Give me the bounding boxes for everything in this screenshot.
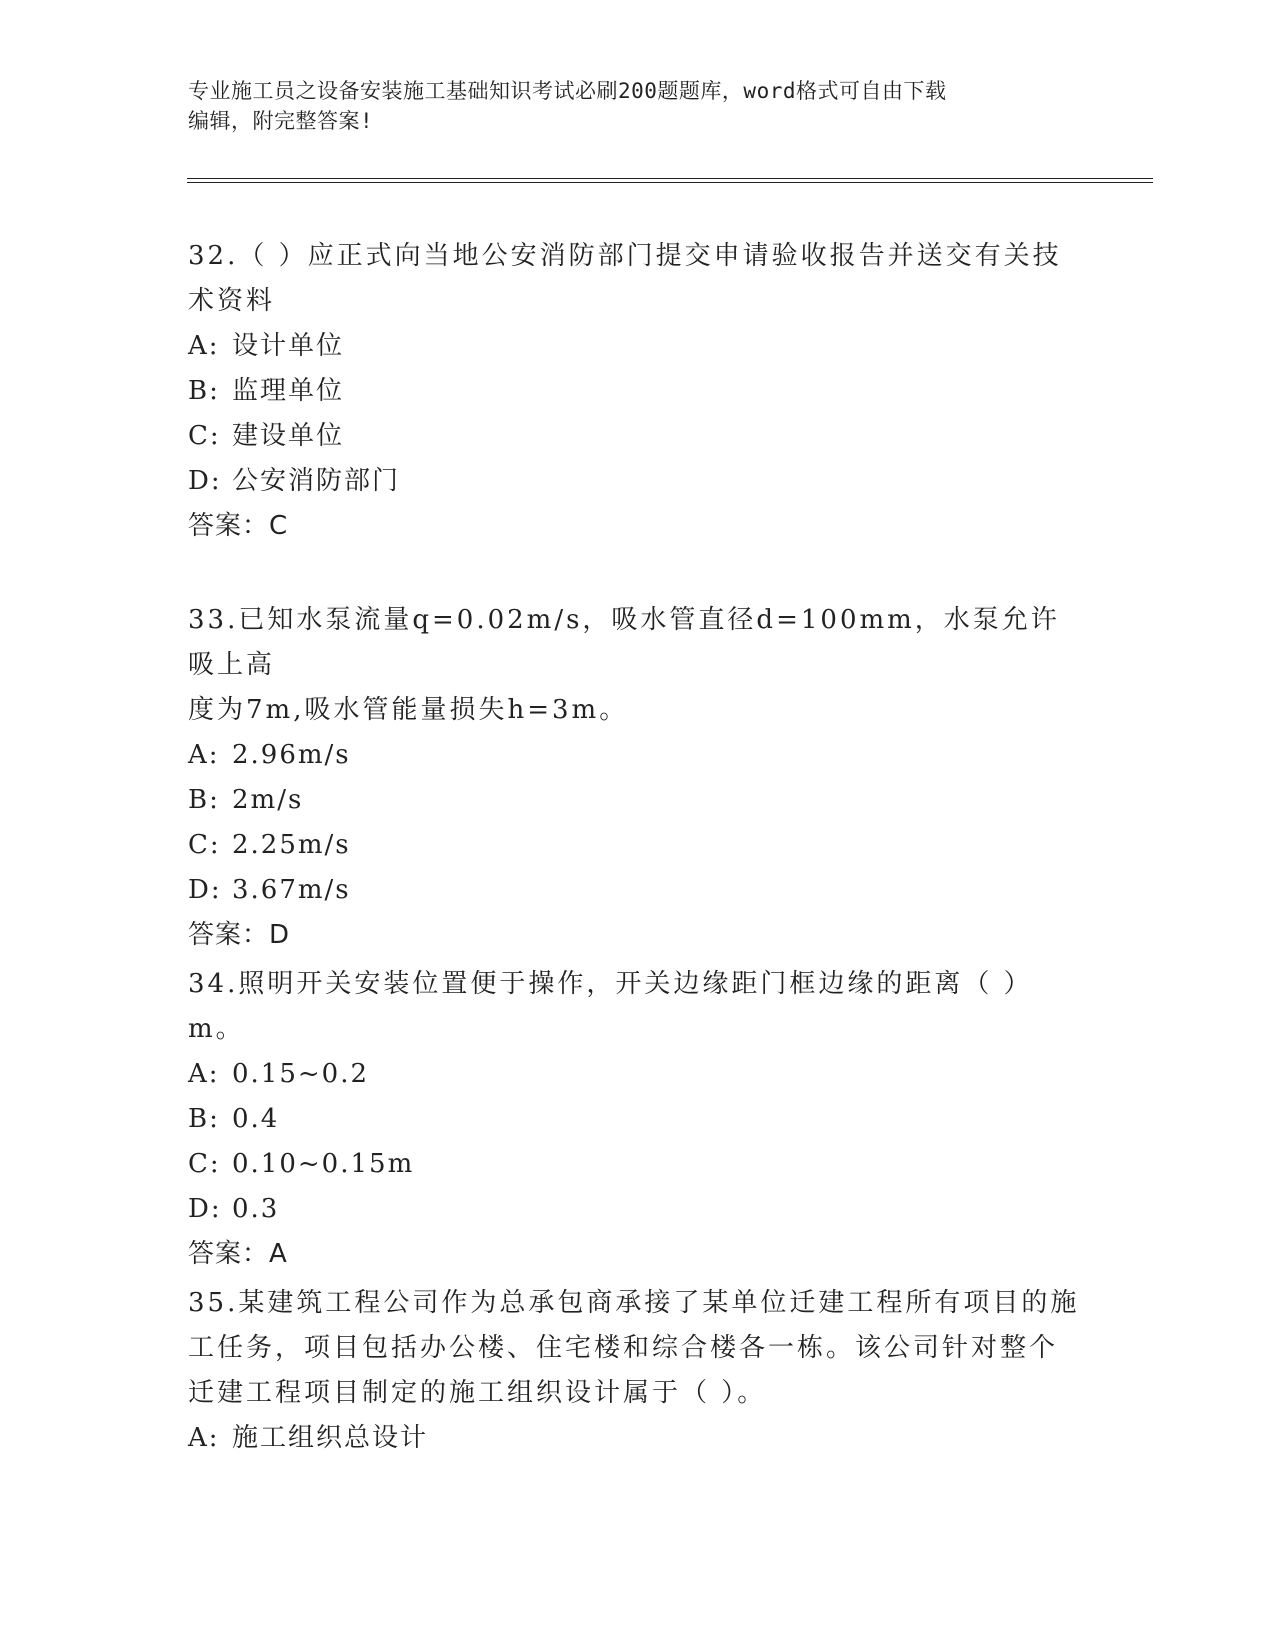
- option-label: D:: [188, 466, 222, 496]
- option-text: 建设单位: [232, 421, 345, 451]
- question-stem-line: 34.照明开关安装位置便于操作，开关边缘距门框边缘的距离（ ）m。: [188, 969, 1033, 1044]
- option-text: 3.67m/s: [232, 875, 351, 905]
- option-label: C:: [188, 421, 221, 451]
- option-a: [188, 324, 1088, 369]
- option-text: 监理单位: [232, 376, 345, 406]
- answer: 答案：A: [188, 1239, 288, 1269]
- option-text: 2.25m/s: [232, 830, 351, 860]
- option-a: [188, 1052, 1088, 1097]
- option-text: 2m/s: [232, 785, 304, 815]
- question-stem-line: 迁建工程项目制定的施工组织设计属于（ ）。: [188, 1378, 767, 1408]
- header-line-2: 编辑，附完整答案!: [188, 109, 374, 133]
- option-c: [188, 414, 1088, 459]
- option-text: 0.10~0.15m: [232, 1149, 415, 1179]
- option-d: [188, 459, 1088, 504]
- option-label: D:: [188, 1194, 222, 1224]
- question-stem-line: 35.某建筑工程公司作为总承包商承接了某单位迁建工程所有项目的施: [188, 1288, 1080, 1318]
- option-c: [188, 1142, 1088, 1187]
- option-text: 0.3: [232, 1194, 280, 1224]
- option-d: [188, 1187, 1088, 1232]
- header-line-1: 专业施工员之设备安装施工基础知识考试必刷200题题库，word格式可自由下载: [188, 79, 947, 103]
- option-label: B:: [188, 785, 220, 815]
- header-divider-bottom: [187, 182, 1153, 183]
- header-divider-top: [187, 178, 1153, 179]
- option-label: C:: [188, 830, 221, 860]
- option-a: [188, 733, 1088, 778]
- question-33: [188, 598, 1088, 958]
- option-label: A:: [188, 331, 220, 361]
- question-35: [188, 1281, 1088, 1461]
- option-b: [188, 778, 1088, 823]
- option-label: C:: [188, 1149, 221, 1179]
- answer: 答案：C: [188, 511, 289, 541]
- option-text: 2.96m/s: [232, 740, 351, 770]
- option-label: A:: [188, 1059, 220, 1089]
- question-stem-line: 术资料: [188, 286, 276, 316]
- option-label: A:: [188, 1423, 220, 1453]
- option-text: 施工组织总设计: [232, 1423, 429, 1453]
- document-header: [188, 76, 1088, 136]
- option-label: A:: [188, 740, 220, 770]
- option-label: B:: [188, 1104, 220, 1134]
- option-text: 0.15~0.2: [232, 1059, 370, 1089]
- question-stem: [188, 598, 1088, 733]
- option-b: [188, 369, 1088, 414]
- option-text: 公安消防部门: [232, 466, 401, 496]
- option-text: 设计单位: [232, 331, 345, 361]
- question-34: [188, 962, 1088, 1277]
- option-label: D:: [188, 875, 222, 905]
- question-32: [188, 234, 1088, 549]
- option-text: 0.4: [232, 1104, 280, 1134]
- option-label: B:: [188, 376, 220, 406]
- question-stem-line: 度为7m,吸水管能量损失h=3m。: [188, 695, 629, 725]
- question-stem-line: 工任务，项目包括办公楼、住宅楼和综合楼各一栋。该公司针对整个: [188, 1333, 1059, 1363]
- question-stem: [188, 1281, 1088, 1416]
- option-b: [188, 1097, 1088, 1142]
- question-stem-line: 32.（ ）应正式向当地公安消防部门提交申请验收报告并送交有关技: [188, 241, 1062, 271]
- option-d: [188, 868, 1088, 913]
- question-stem-line: 33.已知水泵流量q=0.02m/s，吸水管直径d=100mm，水泵允许吸上高: [188, 605, 1060, 680]
- question-stem: [188, 962, 1088, 1052]
- option-c: [188, 823, 1088, 868]
- answer: 答案：D: [188, 920, 291, 950]
- option-a: [188, 1416, 1088, 1461]
- question-stem: [188, 234, 1088, 324]
